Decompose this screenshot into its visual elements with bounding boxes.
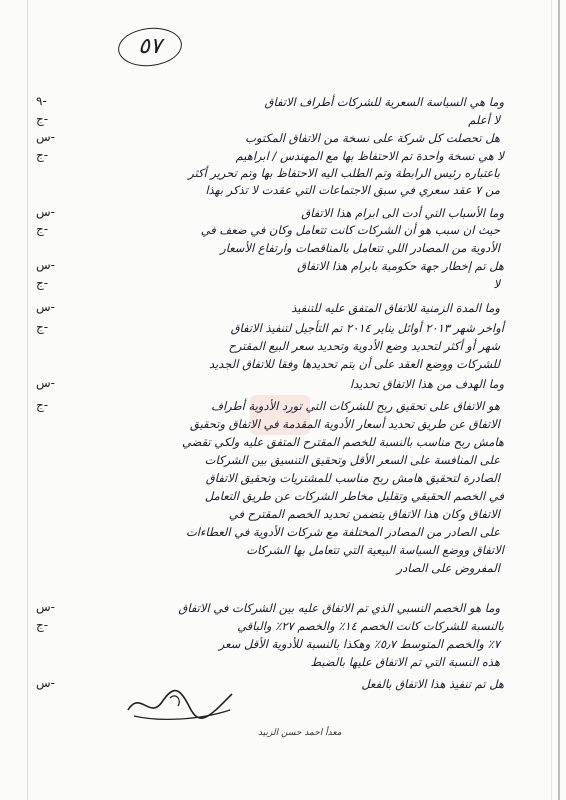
line-marker: ج- (36, 618, 49, 632)
handwritten-line: ٧٪ والخصم المتوسط ٥٫٧٪ وهكذا بالنسبة للأدوية الأقل سعر (218, 637, 500, 651)
line-marker: س- (36, 130, 55, 144)
handwritten-line: هل تم تنفيذ هذا الاتفاق بالفعل (361, 677, 504, 691)
handwritten-line: لا أعلم (468, 113, 500, 127)
handwritten-line: وما هو الخصم النسبي الذي تم الاتفاق عليه بين الشركات في الاتفاق (178, 601, 500, 615)
handwritten-line: المفروض على الصادر (396, 561, 500, 575)
line-marker: س- (36, 258, 55, 272)
handwritten-line: على المنافسة على السعر الأقل وتحقيق التنسيق بين الشركات (204, 453, 500, 467)
handwritten-line: للشركات ووضع العقد على أن يتم تحديدها وفقا للاتفاق الجديد (209, 357, 500, 371)
line-marker: س- (36, 676, 55, 690)
handwritten-line: على الصادر من المصادر المختلفة مع شركات الأدوية في العطاءات (185, 525, 500, 539)
handwritten-line: لا (493, 277, 500, 291)
handwritten-line: في الخصم الحقيقي وتقليل مخاطر الشركات عن طريق التعامل (204, 489, 504, 503)
line-marker: ج- (36, 148, 49, 162)
line-marker: ج- (36, 398, 49, 412)
handwritten-line: الصادرة لتحقيق هامش ربح مناسب للمشتريات وتحقيق الاتفاق (205, 471, 500, 485)
handwritten-line: الاتفاق وكان هذا الاتفاق يتضمن تحديد الخصم المقترح في (228, 507, 500, 521)
handwritten-line: وما هي السياسة السعرية للشركات أطراف الاتفاق (264, 95, 504, 109)
handwritten-line: الاتفاق ووضع السياسة البيعية التي تتعامل بها الشركات (246, 543, 504, 557)
handwritten-line: وما الهدف من هذا الاتفاق تحديدا (350, 377, 504, 391)
signature-scribble (120, 680, 240, 726)
page-number: ٥٧ (138, 34, 162, 59)
handwritten-line: شهر أو أكثر لتحديد وضع الأدوية وتحديد سعر البيع المقترح (228, 339, 500, 353)
handwritten-line: من ٧ عقد سعري في سبق الاجتماعات التي عقدت لا تذكر بهذا (205, 183, 500, 197)
handwritten-line: وما الأسباب التي أدت الى ابرام هذا الاتفاق (301, 206, 504, 220)
handwritten-line: هو الاتفاق على تحقيق ربح للشركات التي تورد الأدوية أطراف (211, 399, 500, 413)
line-marker: ج- (36, 222, 49, 236)
handwritten-line: هذه النسبة التي تم الاتفاق عليها بالضبط (310, 655, 500, 669)
page-edge (558, 0, 560, 800)
line-marker: س- (36, 205, 55, 219)
handwritten-line: وما المدة الزمنية للاتفاق المتفق عليه للتنفيذ (291, 301, 500, 315)
signatory-name: معدأ احمد حسن الزبيد (258, 728, 342, 738)
handwritten-line: بالنسبة للشركات كانت الخصم ١٤٪ والخصم ٢٧٪ والباقي (237, 619, 504, 633)
handwritten-line: باعتباره رئيس الرابطة وتم الطلب اليه الاحتفاظ بها وتم تحرير أكثر (188, 166, 500, 180)
handwritten-line: حيث ان سبب هو أن الشركات كانت تتعامل وكان في ضعف في (200, 223, 500, 237)
line-marker: س- (36, 376, 55, 390)
handwritten-line: أواخر شهر ٢٠١٣ أوائل يناير ٢٠١٤ تم التأجيل لتنفيذ الاتفاق (230, 321, 504, 335)
line-marker: ٩- (36, 94, 47, 108)
page-edge-shadow (551, 0, 552, 800)
line-marker: ج- (36, 320, 49, 334)
handwritten-line: هل تم إخطار جهة حكومية بابرام هذا الاتفاق (297, 259, 504, 273)
handwritten-line: هامش ربح مناسب بالنسبة للخصم المقترح المتفق عليه ولكي تقضي (182, 435, 504, 449)
line-marker: س- (36, 600, 55, 614)
handwritten-line: الأدوية من المصادر اللي تتعامل بالمناقصات وارتفاع الأسعار (220, 241, 500, 255)
handwritten-line: لا هي نسخة واحدة تم الاحتفاظ بها مع المهندس / ابراهيم (235, 149, 504, 163)
line-marker: ج- (36, 112, 49, 126)
handwritten-line: الاتفاق عن طريق تحديد أسعار الأدوية المقدمة في الاتفاق وتحقيق (190, 417, 500, 431)
margin-rule (27, 0, 28, 800)
handwritten-line: هل تحصلت كل شركة على نسخة من الاتفاق المكتوب (245, 131, 500, 145)
line-marker: ج- (36, 276, 49, 290)
line-marker: س- (36, 300, 55, 314)
